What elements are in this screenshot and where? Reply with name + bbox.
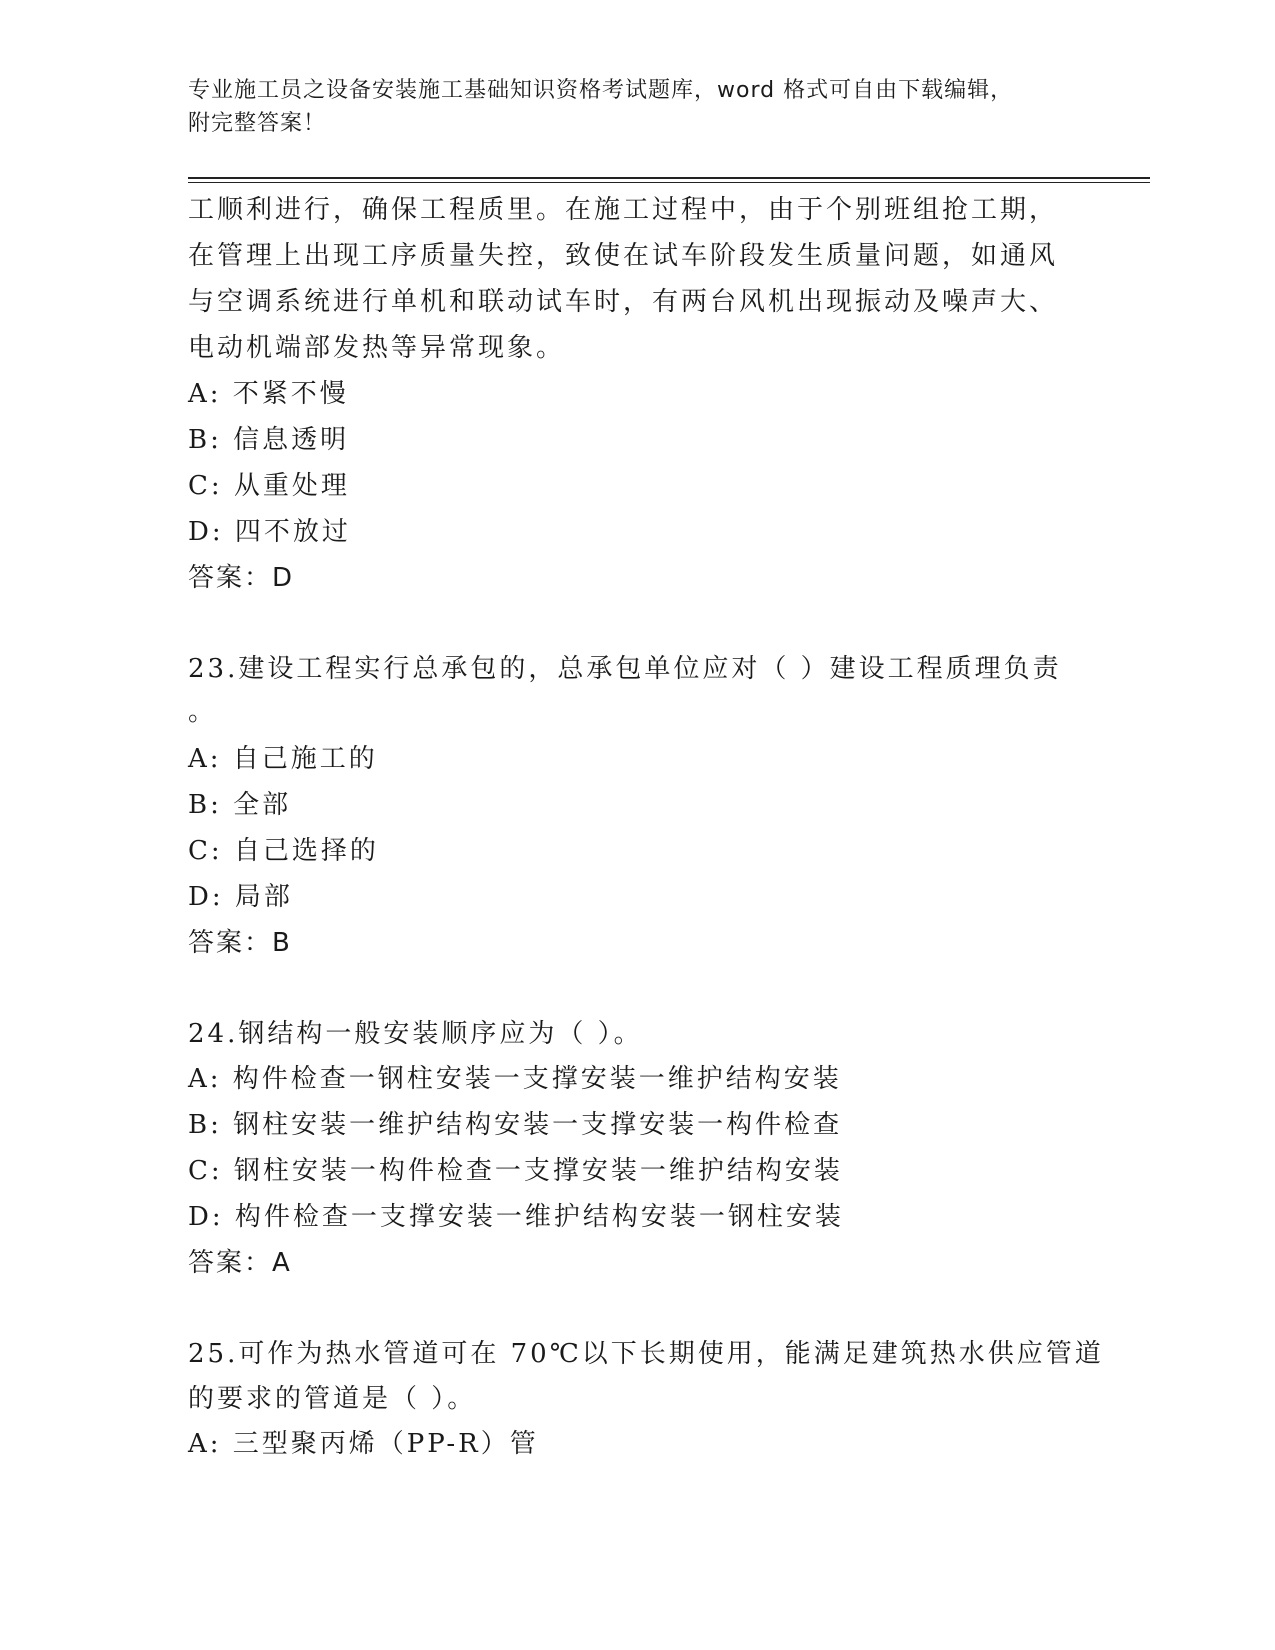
option-d: D: 构件检查一支撑安装一维护结构安装一钢柱安装 (188, 1202, 844, 1232)
option-d: D: 局部 (188, 882, 293, 912)
option-c: C: 自己选择的 (188, 836, 379, 866)
question-content (188, 187, 1104, 1467)
question-23-options (188, 736, 1088, 920)
stem-line: 工顺利进行，确保工程质里。在施工过程中，由于个别班组抢工期， (188, 195, 1059, 225)
header-divider-thin (188, 182, 1150, 183)
header-divider-thick (188, 177, 1150, 179)
stem-line: 在管理上出现工序质量失控，致使在试车阶段发生质量问题，如通风 (188, 241, 1059, 271)
stem-line: 电动机端部发热等异常现象。 (188, 333, 566, 363)
spacer (188, 966, 1088, 1011)
option-b: B: 钢柱安装一维护结构安装一支撑安装一构件检查 (188, 1110, 843, 1140)
stem-line: 与空调系统进行单机和联动试车时，有两台风机出现振动及噪声大、 (188, 287, 1059, 317)
question-22-stem (188, 187, 1088, 371)
stem-line: 23.建设工程实行总承包的，总承包单位应对（ ）建设工程质理负责 (188, 654, 1062, 684)
question-24-options (188, 1056, 1088, 1240)
spacer (188, 601, 1088, 646)
question-25-stem (188, 1331, 1104, 1421)
option-a: A: 自己施工的 (188, 744, 378, 774)
question-24-stem (188, 1011, 1088, 1056)
question-22-answer: 答案：D (188, 563, 295, 593)
stem-line: 24.钢结构一般安装顺序应为（ ）。 (188, 1019, 643, 1049)
option-c: C: 钢柱安装一构件检查一支撑安装一维护结构安装 (188, 1156, 843, 1186)
option-b: B: 全部 (188, 790, 292, 820)
header-line-2: 附完整答案！ (188, 111, 327, 136)
question-22-options (188, 371, 1088, 555)
question-23-answer: 答案：B (188, 928, 292, 958)
question-23-stem (188, 646, 1088, 736)
option-a: A: 三型聚丙烯（PP-R）管 (188, 1429, 539, 1459)
question-24-answer: 答案：A (188, 1248, 292, 1278)
option-a: A: 构件检查一钢柱安装一支撑安装一维护结构安装 (188, 1064, 842, 1094)
page-header (188, 74, 1068, 140)
header-line-1: 专业施工员之设备安装施工基础知识资格考试题库，word 格式可自由下载编辑， (188, 78, 1014, 103)
question-25-options (188, 1421, 1088, 1467)
spacer (188, 1286, 1088, 1331)
stem-line: 25.可作为热水管道可在 70℃以下长期使用，能满足建筑热水供应管道 (188, 1339, 1104, 1369)
stem-line: 的要求的管道是（ ）。 (188, 1384, 477, 1414)
option-c: C: 从重处理 (188, 471, 350, 501)
option-d: D: 四不放过 (188, 517, 351, 547)
option-b: B: 信息透明 (188, 425, 350, 455)
stem-line: 。 (188, 697, 218, 727)
option-a: A: 不紧不慢 (188, 379, 349, 409)
